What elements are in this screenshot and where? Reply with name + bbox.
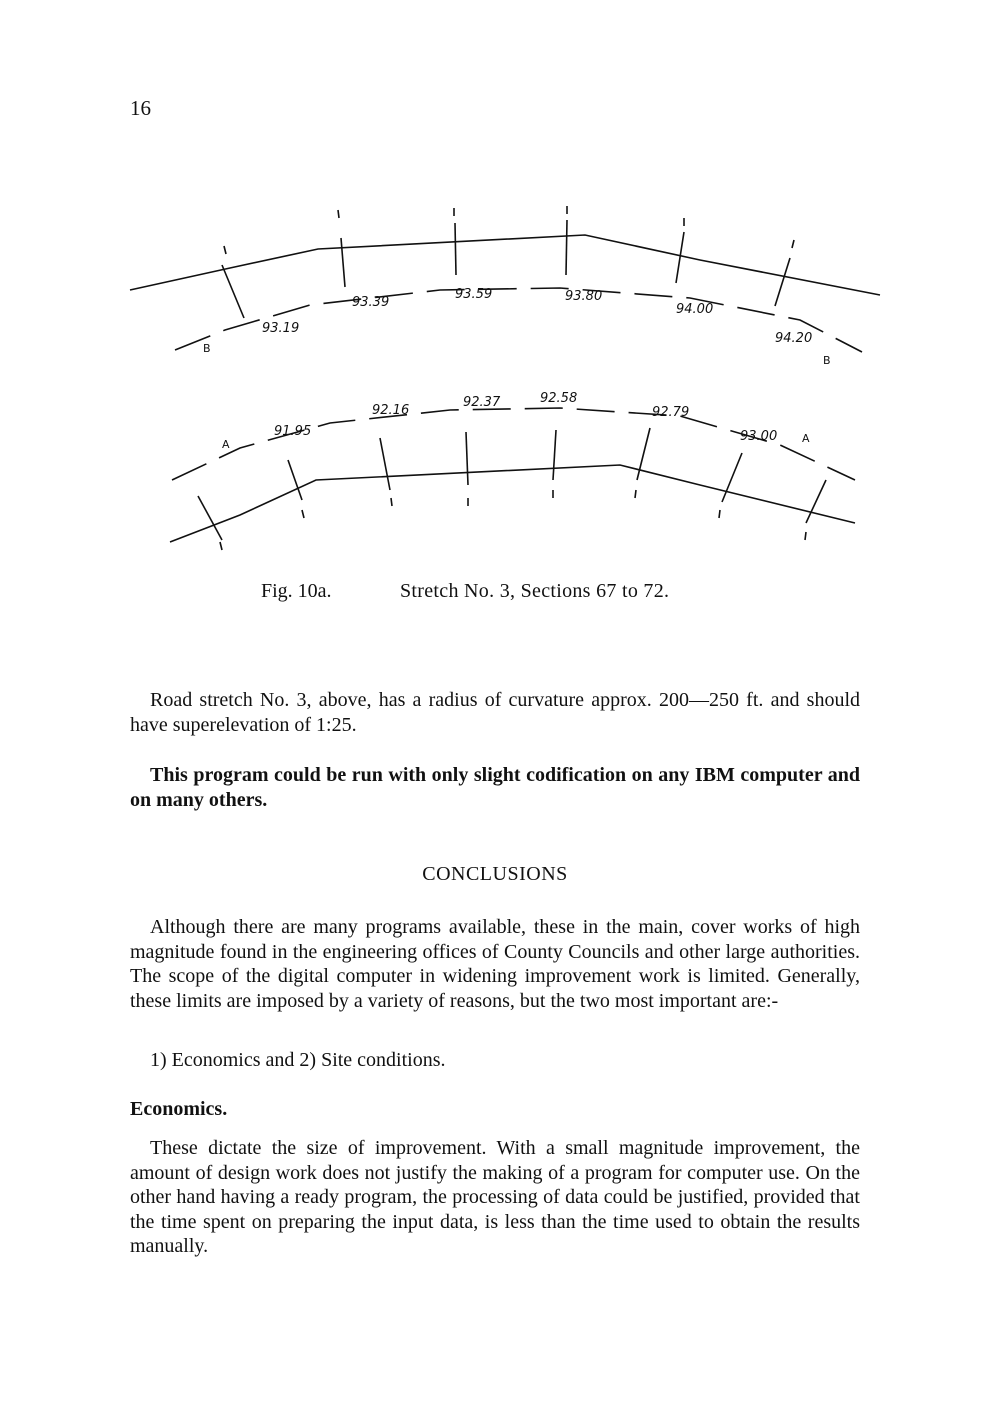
profile-b-dashed-line bbox=[175, 288, 862, 352]
level-label: 92.79 bbox=[652, 405, 690, 420]
section-tick bbox=[676, 232, 684, 283]
section-tick bbox=[455, 223, 456, 275]
paragraph-list: 1) Economics and 2) Site conditions. bbox=[150, 1049, 446, 1071]
section-heading-conclusions: CONCLUSIONS bbox=[422, 863, 568, 885]
section-tick bbox=[775, 258, 790, 306]
level-label: 94.20 bbox=[775, 331, 813, 346]
section-tick bbox=[198, 496, 222, 540]
section-tick bbox=[466, 432, 468, 485]
section-tick bbox=[222, 265, 244, 318]
level-label: 92.16 bbox=[372, 403, 410, 418]
subheading-economics: Economics. bbox=[130, 1098, 228, 1120]
level-label: 92.58 bbox=[540, 391, 578, 406]
section-tick bbox=[553, 430, 556, 480]
figure-title: Stretch No. 3, Sections 67 to 72. bbox=[400, 580, 670, 602]
profile-b-end-label: B bbox=[203, 342, 211, 355]
profile-b-end-label: B bbox=[823, 354, 831, 367]
level-label: 93.59 bbox=[455, 287, 493, 302]
paragraph-program-note: This program could be run with only slight codification on any IBM computer and on many others. bbox=[130, 764, 860, 811]
level-label: 93.80 bbox=[565, 289, 603, 304]
section-tick bbox=[288, 460, 302, 500]
section-tick bbox=[806, 480, 826, 523]
level-label: 93.39 bbox=[352, 295, 390, 310]
paragraph-economics: These dictate the size of improvement. With a small magnitude improvement, the amount of design work does not justify the making of a program for computer use. On the other hand having a ready program, the processing of data could be justified, provided that the time spent on preparing the input data, is less than the time used to obtain the results manually. bbox=[130, 1137, 860, 1257]
lower-road-line bbox=[170, 465, 855, 542]
profile-a-end-label: A bbox=[222, 438, 230, 451]
level-label: 92.37 bbox=[463, 395, 501, 410]
section-tick bbox=[380, 438, 390, 490]
page-number: 16 bbox=[130, 96, 151, 120]
section-tick bbox=[566, 220, 567, 275]
level-label: 94.00 bbox=[676, 302, 714, 317]
figure-10a bbox=[0, 180, 1000, 560]
upper-road-line bbox=[130, 235, 880, 295]
profile-a-dashed-line bbox=[172, 408, 855, 480]
paragraph-radius: Road stretch No. 3, above, has a radius of curvature approx. 200—250 ft. and should have superelevation of 1:25. bbox=[130, 689, 860, 736]
road-profile-drawing bbox=[0, 180, 1000, 560]
level-label: 93.19 bbox=[262, 321, 300, 336]
level-label: 93.00 bbox=[740, 429, 778, 444]
profile-a-end-label: A bbox=[802, 432, 810, 445]
level-label: 91.95 bbox=[274, 424, 312, 439]
figure-label: Fig. 10a. bbox=[261, 580, 332, 602]
paragraph-conclusions: Although there are many programs available, these in the main, cover works of high magnitude found in the engineering offices of County Councils and other large authorities. The scope of the digital computer in widening improvement work is limited. Generally, these limits are imposed by a variety of reasons, but the two most important are:- bbox=[130, 916, 860, 1012]
section-tick bbox=[341, 238, 345, 287]
